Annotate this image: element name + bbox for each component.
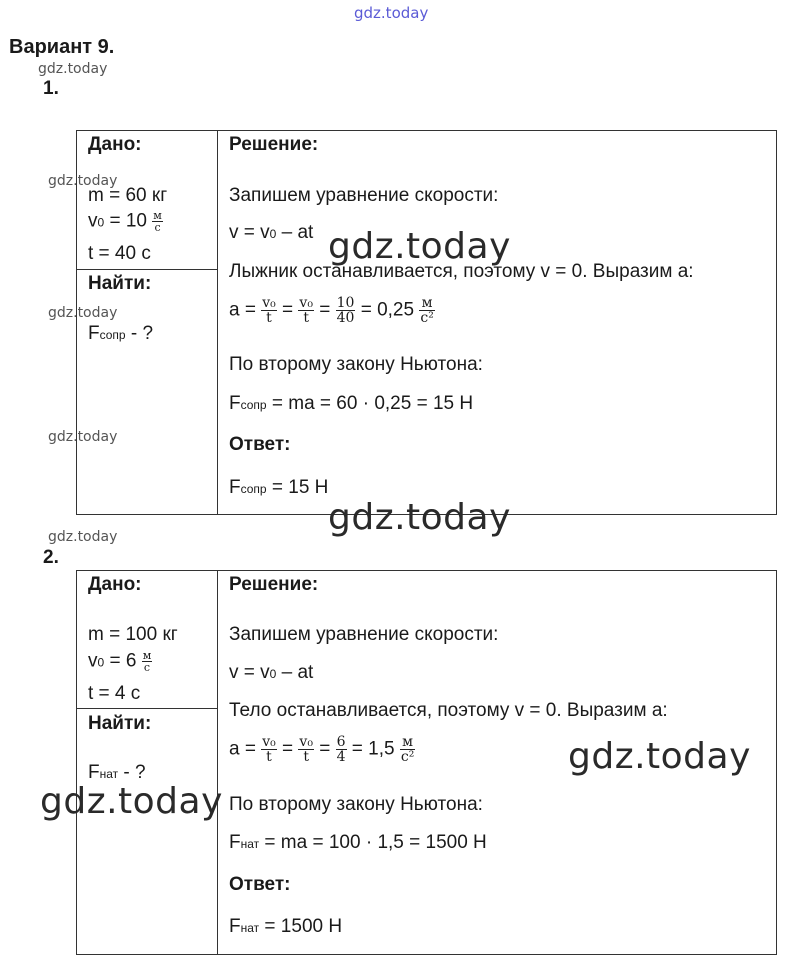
table-divider bbox=[217, 570, 218, 955]
answer-value: Fсопр = 15 Н bbox=[229, 477, 329, 498]
given-time: t = 40 с bbox=[88, 243, 151, 264]
solution-header: Решение: bbox=[229, 134, 319, 155]
solution-line: По второму закону Ньютона: bbox=[229, 794, 483, 815]
watermark-large: gdz.today bbox=[328, 497, 511, 538]
answer-header: Ответ: bbox=[229, 874, 291, 895]
force-equation: Fсопр = ma = 60 · 0,25 = 15 Н bbox=[229, 393, 474, 414]
table-divider bbox=[76, 269, 218, 270]
watermark-small: gdz.today bbox=[48, 529, 118, 545]
given-header: Дано: bbox=[88, 574, 142, 595]
solution-line: Лыжник останавливается, поэтому v = 0. Выразим a: bbox=[229, 261, 694, 282]
solution-line: Тело останавливается, поэтому v = 0. Выразим a: bbox=[229, 700, 668, 721]
watermark-small: gdz.today bbox=[48, 305, 118, 321]
problem-number: 2. bbox=[43, 547, 59, 568]
find-header: Найти: bbox=[88, 713, 152, 734]
given-mass: m = 100 кг bbox=[88, 624, 178, 645]
solution-line: Запишем уравнение скорости: bbox=[229, 624, 499, 645]
answer-value: Fнат = 1500 Н bbox=[229, 916, 343, 937]
given-velocity: v0 = 6 $\frac{м}{с}$ bbox=[88, 649, 152, 674]
watermark-small: gdz.today bbox=[38, 61, 108, 77]
given-velocity: v0 = 10 $\frac{м}{с}$ bbox=[88, 209, 162, 234]
problem-number: 1. bbox=[43, 78, 59, 99]
table-divider bbox=[217, 130, 218, 515]
given-header: Дано: bbox=[88, 134, 142, 155]
solution-line: По второму закону Ньютона: bbox=[229, 354, 483, 375]
watermark-small: gdz.today bbox=[48, 429, 118, 445]
acceleration-formula: a = $\frac{\text{v₀}}{t}$ = $\frac{\text{v₀}}{t}$ = $\frac{10}{40}$ = 0,25 $\frac{м}{\text{с²}}$ bbox=[229, 295, 434, 326]
velocity-equation: v = v0 – at bbox=[229, 662, 314, 683]
given-mass: m = 60 кг bbox=[88, 185, 168, 206]
solution-line: Запишем уравнение скорости: bbox=[229, 185, 499, 206]
acceleration-formula: a = $\frac{\text{v₀}}{t}$ = $\frac{\text{v₀}}{t}$ = $\frac{6}{4}$ = 1,5 $\frac{м}{\text{с²}}$ bbox=[229, 734, 415, 765]
page-title: Вариант 9. bbox=[9, 36, 115, 58]
answer-header: Ответ: bbox=[229, 434, 291, 455]
find-header: Найти: bbox=[88, 273, 152, 294]
watermark-small: gdz.today bbox=[48, 173, 118, 189]
force-equation: Fнат = ma = 100 · 1,5 = 1500 Н bbox=[229, 832, 487, 853]
find-quantity: Fнат - ? bbox=[88, 762, 146, 783]
watermark-top: gdz.today bbox=[354, 4, 429, 22]
watermark-large: gdz.today bbox=[40, 781, 223, 822]
table-divider bbox=[76, 708, 218, 709]
watermark-large: gdz.today bbox=[328, 226, 511, 267]
given-time: t = 4 с bbox=[88, 683, 141, 704]
watermark-large: gdz.today bbox=[568, 736, 751, 777]
find-quantity: Fсопр - ? bbox=[88, 323, 154, 344]
solution-header: Решение: bbox=[229, 574, 319, 595]
velocity-equation: v = v0 – at bbox=[229, 222, 314, 243]
